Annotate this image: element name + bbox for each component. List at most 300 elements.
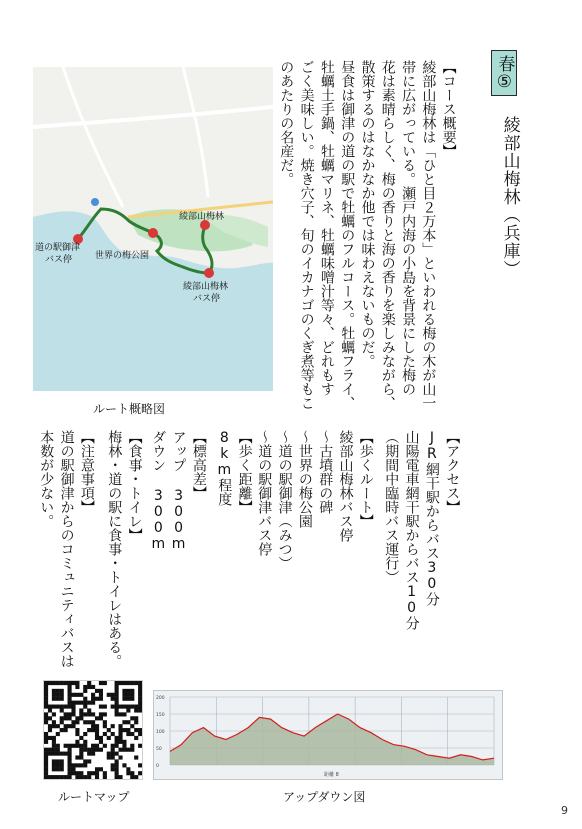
map-label-park: 世界の梅公園	[95, 251, 150, 261]
course-outline-line-1: 綾部山梅林は「ひと目２万本」といわれる梅の木が山一	[420, 60, 437, 410]
qr-module	[126, 681, 130, 685]
qr-module	[122, 697, 126, 701]
qr-module	[111, 752, 115, 756]
qr-module	[60, 705, 64, 709]
qr-module	[87, 701, 91, 705]
notes-label: 【注意事項】	[78, 430, 95, 514]
qr-module	[68, 697, 72, 701]
qr-module	[118, 736, 122, 740]
elevation-line-1: アップ 300m	[170, 430, 187, 552]
qr-module	[44, 775, 48, 779]
facilities-section	[104, 430, 145, 680]
qr-module	[48, 681, 52, 685]
qr-module	[52, 752, 56, 756]
qr-module	[118, 740, 122, 744]
qr-module	[60, 681, 64, 685]
qr-module	[52, 697, 56, 701]
qr-module	[68, 775, 72, 779]
qr-module	[56, 732, 60, 736]
qr-module	[111, 697, 115, 701]
qr-module	[91, 701, 95, 705]
qr-module	[99, 736, 103, 740]
course-outline-line-3: 花は素晴らしく、梅の香りと海の香りを楽しみながら、	[379, 60, 396, 410]
qr-module	[138, 771, 142, 775]
qr-module	[44, 689, 48, 693]
notes-line-1: 道の駅御津からのコミュニティバスは	[58, 430, 75, 668]
qr-module	[103, 732, 107, 736]
qr-module	[75, 740, 79, 744]
route-line-4: ～道の駅御津（みつ）	[276, 430, 293, 570]
qr-module	[122, 744, 126, 748]
facilities-label: 【食事・トイレ】	[126, 430, 143, 542]
qr-module	[83, 763, 87, 767]
qr-module	[79, 748, 83, 752]
qr-module	[44, 720, 48, 724]
elevation-label: 【標高差】	[190, 430, 207, 500]
qr-module	[79, 708, 83, 712]
qr-module	[95, 689, 99, 693]
qr-module	[64, 752, 68, 756]
qr-module	[122, 728, 126, 732]
qr-module	[71, 705, 75, 709]
qr-module	[107, 693, 111, 697]
map-label-busstop-2: バス停	[193, 294, 221, 304]
course-outline-label: 【コース概要】	[440, 60, 457, 158]
qr-module	[83, 720, 87, 724]
qr-module	[91, 744, 95, 748]
qr-module	[115, 693, 119, 697]
qr-module	[115, 685, 119, 689]
qr-module	[79, 775, 83, 779]
qr-module	[71, 701, 75, 705]
qr-module	[48, 716, 52, 720]
course-outline-line-5: 昼食は御津の道の駅で牡蠣のフルコース。牡蠣フライ、	[339, 60, 356, 410]
qr-module	[138, 705, 142, 709]
qr-module	[87, 720, 91, 724]
qr-module	[44, 732, 48, 736]
qr-module	[79, 752, 83, 756]
qr-module	[68, 712, 72, 716]
qr-module	[52, 775, 56, 779]
qr-module	[115, 708, 119, 712]
qr-module	[122, 720, 126, 724]
qr-module	[44, 701, 48, 705]
qr-module	[111, 705, 115, 709]
qr-module	[87, 728, 91, 732]
qr-module	[48, 752, 52, 756]
qr-module	[111, 744, 115, 748]
qr-module	[79, 763, 83, 767]
elevation-profile	[153, 690, 503, 780]
qr-module	[122, 712, 126, 716]
qr-module	[91, 693, 95, 697]
qr-module	[111, 724, 115, 728]
course-outline-line-4: 散策するのはなかなか他では味わえないものだ。	[359, 60, 376, 368]
qr-module	[130, 724, 134, 728]
qr-module	[87, 708, 91, 712]
qr-module	[111, 767, 115, 771]
qr-module	[71, 681, 75, 685]
map-label-station-1: 道の駅御津	[35, 243, 81, 253]
qr-module	[68, 716, 72, 720]
qr-module	[79, 693, 83, 697]
qr-module	[44, 712, 48, 716]
map-marker-park	[148, 228, 158, 238]
qr-module	[75, 744, 79, 748]
qr-module	[68, 705, 72, 709]
qr-module	[68, 744, 72, 748]
qr-module	[56, 752, 60, 756]
qr-module	[130, 705, 134, 709]
qr-module	[52, 724, 56, 728]
qr-module	[122, 763, 126, 767]
qr-module	[83, 732, 87, 736]
qr-module	[60, 693, 64, 697]
course-outline-line-7: ごく美味しい。焼き穴子、旬のイカナゴのくぎ煮等もこ	[298, 60, 315, 410]
qr-module	[83, 759, 87, 763]
qr-module	[103, 744, 107, 748]
qr-module	[91, 685, 95, 689]
facilities-line-1: 梅林・道の駅に食事・トイレはある。	[106, 430, 123, 668]
qr-module	[103, 771, 107, 775]
qr-module	[138, 681, 142, 685]
profile-y-tick: 150	[156, 713, 165, 718]
qr-module	[83, 705, 87, 709]
qr-module	[52, 681, 56, 685]
profile-y-tick: 200	[156, 696, 165, 701]
qr-module	[134, 705, 138, 709]
qr-module	[115, 767, 119, 771]
qr-module	[130, 748, 134, 752]
qr-module	[64, 724, 68, 728]
qr-module	[87, 685, 91, 689]
qr-module	[44, 748, 48, 752]
page-title: 綾部山梅林（兵庫）	[499, 116, 520, 278]
qr-module	[103, 724, 107, 728]
profile-y-tick: 100	[156, 730, 165, 735]
qr-module	[52, 740, 56, 744]
qr-module	[75, 763, 79, 767]
qr-module	[44, 681, 48, 685]
qr-module	[68, 763, 72, 767]
qr-module	[126, 693, 130, 697]
qr-module	[130, 697, 134, 701]
qr-module	[122, 748, 126, 752]
qr-module	[68, 759, 72, 763]
qr-module	[118, 705, 122, 709]
qr-module	[122, 705, 126, 709]
qr-module	[64, 712, 68, 716]
qr-module	[87, 771, 91, 775]
qr-module	[95, 767, 99, 771]
qr-module	[44, 736, 48, 740]
qr-module	[48, 728, 52, 732]
qr-module	[52, 759, 56, 763]
qr-module	[83, 689, 87, 693]
map-label-station-2: バス停	[45, 255, 73, 265]
route-line-1: 綾部山梅林バス停	[337, 430, 354, 542]
qr-module	[48, 705, 52, 709]
qr-module	[44, 740, 48, 744]
qr-module	[122, 693, 126, 697]
qr-module	[115, 705, 119, 709]
qr-module	[60, 775, 64, 779]
qr-module	[115, 712, 119, 716]
qr-module	[48, 736, 52, 740]
course-outline-line-2: 帯に広がっている。瀬戸内海の小島を背景にした梅の	[400, 60, 417, 396]
qr-module	[126, 689, 130, 693]
qr-module	[87, 712, 91, 716]
qr-module	[91, 720, 95, 724]
qr-module	[130, 732, 134, 736]
profile-y-tick: 50	[156, 747, 162, 752]
qr-module	[99, 681, 103, 685]
qr-module	[68, 724, 72, 728]
qr-module	[99, 716, 103, 720]
qr-module	[60, 689, 64, 693]
qr-module	[103, 720, 107, 724]
qr-module	[60, 728, 64, 732]
qr-module	[83, 685, 87, 689]
qr-module	[126, 732, 130, 736]
qr-module	[68, 755, 72, 759]
qr-module	[118, 681, 122, 685]
elevation-section	[148, 430, 209, 680]
qr-module	[126, 697, 130, 701]
qr-module	[60, 720, 64, 724]
qr-module	[83, 701, 87, 705]
qr-module	[138, 708, 142, 712]
qr-module	[118, 732, 122, 736]
qr-module	[68, 685, 72, 689]
qr-module	[75, 701, 79, 705]
qr-module	[138, 701, 142, 705]
qr-module	[134, 716, 138, 720]
qr-module	[134, 728, 138, 732]
qr-module	[134, 720, 138, 724]
qr-module	[87, 748, 91, 752]
qr-module	[130, 689, 134, 693]
route-map	[33, 67, 273, 391]
qr-module	[64, 705, 68, 709]
qr-module	[134, 708, 138, 712]
map-marker-blue	[91, 198, 99, 206]
qr-module	[68, 693, 72, 697]
qr-module	[83, 775, 87, 779]
qr-module	[118, 724, 122, 728]
qr-module	[44, 755, 48, 759]
qr-module	[71, 767, 75, 771]
qr-module	[91, 712, 95, 716]
qr-module	[95, 724, 99, 728]
qr-module	[138, 744, 142, 748]
access-section	[381, 430, 462, 680]
qr-module	[95, 728, 99, 732]
qr-module	[111, 755, 115, 759]
qr-module	[56, 767, 60, 771]
qr-module	[75, 755, 79, 759]
qr-module	[52, 748, 56, 752]
elevation-profile-chart	[154, 691, 502, 779]
qr-module	[83, 744, 87, 748]
qr-module	[111, 748, 115, 752]
qr-module	[79, 744, 83, 748]
qr-module	[87, 775, 91, 779]
qr-module	[111, 693, 115, 697]
qr-module	[134, 755, 138, 759]
season-label: 春	[494, 54, 515, 72]
qr-module	[48, 724, 52, 728]
qr-module	[75, 693, 79, 697]
qr-module	[83, 740, 87, 744]
qr-code[interactable]	[43, 680, 143, 780]
qr-module	[79, 716, 83, 720]
qr-module	[115, 744, 119, 748]
distance-line-1: 8km程度	[216, 430, 233, 506]
qr-module	[79, 736, 83, 740]
qr-module	[134, 681, 138, 685]
season-number: ⑤	[494, 71, 515, 92]
qr-module	[115, 752, 119, 756]
qr-module	[118, 748, 122, 752]
qr-module	[115, 701, 119, 705]
qr-module	[91, 748, 95, 752]
qr-module	[71, 724, 75, 728]
route-section	[254, 430, 376, 680]
qr-module	[95, 716, 99, 720]
course-outline-section	[276, 60, 459, 415]
qr-module	[130, 716, 134, 720]
qr-module	[130, 771, 134, 775]
route-line-3: ～世界の梅公園	[296, 430, 313, 528]
qr-module	[64, 716, 68, 720]
elevation-line-2: ダウン 300m	[150, 430, 167, 552]
qr-module	[75, 732, 79, 736]
qr-module	[130, 693, 134, 697]
qr-module	[52, 712, 56, 716]
qr-module	[87, 752, 91, 756]
qr-module	[99, 689, 103, 693]
qr-module	[122, 689, 126, 693]
qr-module	[64, 775, 68, 779]
qr-module	[60, 697, 64, 701]
qr-module	[115, 771, 119, 775]
qr-module	[52, 763, 56, 767]
qr-module	[130, 681, 134, 685]
map-label-busstop-1: 綾部山梅林	[183, 282, 229, 292]
qr-module	[75, 716, 79, 720]
qr-module	[60, 708, 64, 712]
qr-module	[68, 752, 72, 756]
qr-module	[99, 697, 103, 701]
qr-module	[79, 712, 83, 716]
qr-module	[95, 697, 99, 701]
qr-module	[87, 681, 91, 685]
qr-module	[83, 712, 87, 716]
map-caption: ルート概略図	[93, 402, 166, 416]
course-outline-line-6: 牡蠣土手鍋、牡蠣マリネ、牡蠣味噌汁等々、どれもす	[318, 60, 335, 396]
qr-module	[79, 701, 83, 705]
qr-module	[126, 767, 130, 771]
qr-module	[130, 775, 134, 779]
distance-section	[214, 430, 255, 680]
qr-module	[60, 763, 64, 767]
qr-module	[56, 693, 60, 697]
qr-module	[138, 685, 142, 689]
qr-module	[52, 720, 56, 724]
qr-module	[95, 748, 99, 752]
qr-caption: ルートマップ	[58, 790, 130, 804]
qr-module	[48, 775, 52, 779]
qr-module	[95, 744, 99, 748]
qr-module	[44, 759, 48, 763]
qr-module	[138, 732, 142, 736]
qr-module	[103, 775, 107, 779]
page-number: 9	[561, 804, 568, 817]
qr-module	[60, 752, 64, 756]
qr-module	[44, 693, 48, 697]
qr-module	[56, 748, 60, 752]
qr-module	[68, 701, 72, 705]
access-label: 【アクセス】	[444, 430, 461, 514]
qr-module	[138, 763, 142, 767]
profile-x-label: 距離 8	[324, 772, 339, 778]
access-line-2: 山陽電車網干駅からバス10分	[403, 430, 420, 630]
qr-module	[52, 693, 56, 697]
qr-module	[68, 767, 72, 771]
qr-module	[91, 728, 95, 732]
qr-module	[130, 744, 134, 748]
qr-module	[107, 752, 111, 756]
qr-module	[60, 759, 64, 763]
notes-section	[36, 430, 97, 680]
qr-module	[99, 705, 103, 709]
qr-module	[56, 775, 60, 779]
qr-module	[118, 775, 122, 779]
qr-module	[91, 724, 95, 728]
qr-module	[115, 697, 119, 701]
qr-module	[44, 767, 48, 771]
qr-module	[71, 771, 75, 775]
qr-module	[111, 763, 115, 767]
qr-module	[95, 732, 99, 736]
qr-module	[122, 740, 126, 744]
qr-module	[115, 740, 119, 744]
qr-module	[126, 720, 130, 724]
qr-module	[52, 736, 56, 740]
qr-module	[68, 681, 72, 685]
qr-module	[71, 712, 75, 716]
qr-module	[126, 705, 130, 709]
qr-module	[64, 681, 68, 685]
qr-module	[44, 685, 48, 689]
qr-module	[48, 708, 52, 712]
qr-module	[52, 689, 56, 693]
qr-module	[134, 775, 138, 779]
qr-module	[44, 716, 48, 720]
qr-module	[118, 755, 122, 759]
qr-module	[44, 705, 48, 709]
qr-module	[56, 689, 60, 693]
qr-module	[115, 759, 119, 763]
qr-module	[115, 681, 119, 685]
qr-code-image	[44, 681, 142, 779]
qr-module	[56, 681, 60, 685]
qr-module	[103, 681, 107, 685]
qr-module	[126, 748, 130, 752]
course-outline-line-8: のあたりの名産だ。	[278, 60, 295, 186]
qr-module	[44, 763, 48, 767]
